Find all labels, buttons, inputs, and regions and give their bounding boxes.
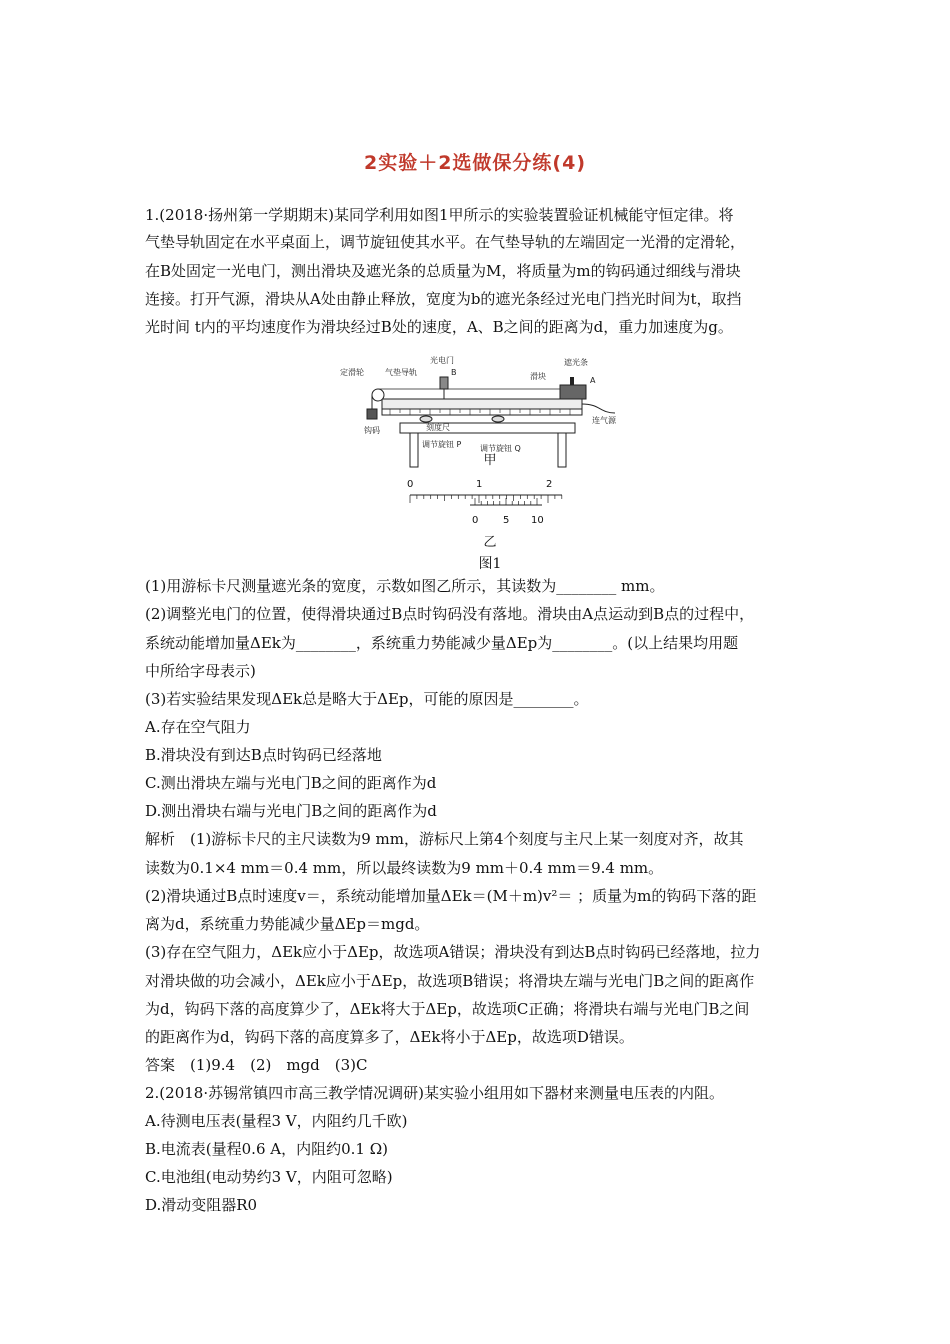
text-line: 读数为0.1×4 mm＝0.4 mm，所以最终读数为9 mm＋0.4 mm＝9.4 mm。 — [145, 859, 664, 877]
label-source: 连气源 — [592, 416, 616, 425]
text-line: B.电流表(量程0.6 A，内阻约0.1 Ω) — [145, 1140, 389, 1158]
label-strip: 遮光条 — [564, 358, 588, 367]
caption-b: 乙 — [483, 535, 497, 550]
label-weight: 钩码 — [364, 426, 380, 435]
text-line: 系统动能增加量ΔEk为________，系统重力势能减少量ΔEp为________。(以上结果均用题 — [145, 634, 739, 652]
text-line: A.待测电压表(量程3 V，内阻约几千欧) — [145, 1112, 408, 1130]
label-b: B — [451, 368, 457, 377]
text-line: 连接。打开气源，滑块从A处由静止释放，宽度为b的遮光条经过光电门挡光时间为t，取挡 — [145, 290, 742, 308]
label-pulley: 定滑轮 — [340, 368, 364, 377]
text-line: (1)用游标卡尺测量遮光条的宽度，示数如图乙所示，其读数为________ mm。 — [145, 577, 665, 595]
text-line: 的距离作为d，钩码下落的高度算多了，ΔEk将小于ΔEp，故选项D错误。 — [145, 1028, 634, 1046]
text-line: 为d，钩码下落的高度算少了，ΔEk将大于ΔEp，故选项C正确；将滑块右端与光电门B之间 — [145, 1000, 750, 1018]
label-gate: 光电门 — [430, 356, 454, 365]
text-line: (2)滑块通过B点时速度v＝，系统动能增加量ΔEk＝(M＋m)v²＝ ；质量为m的钩码下落的距 — [145, 887, 757, 905]
text-line: B.滑块没有到达B点时钩码已经落地 — [145, 746, 382, 764]
text-line: 对滑块做的功会减小，ΔEk应小于ΔEp，故选项B错误；将滑块左端与光电门B之间的距离作 — [145, 972, 755, 990]
text-line: (3)若实验结果发现ΔEk总是略大于ΔEp，可能的原因是________。 — [145, 690, 589, 708]
text-line: D.滑动变阻器R0 — [145, 1196, 258, 1214]
text-line: 解析 (1)游标卡尺的主尺读数为9 mm，游标尺上第4个刻度与主尺上某一刻度对齐，故其 — [145, 830, 744, 848]
main-tick-1: 1 — [476, 479, 483, 490]
text-line: 光时间 t内的平均速度作为滑块经过B处的速度，A、B之间的距离为d，重力加速度为g。 — [145, 318, 733, 336]
vernier-tick-5: 5 — [503, 515, 510, 526]
text-line: 离为d，系统重力势能减少量ΔEp＝mgd。 — [145, 915, 430, 933]
vernier-tick-10: 10 — [531, 515, 544, 526]
caption-a: 甲 — [483, 453, 497, 468]
text-line: 2.(2018·苏锡常镇四市高三教学情况调研)某实验小组用如下器材来测量电压表的内阻。 — [145, 1084, 724, 1102]
main-tick-0: 0 — [407, 479, 414, 490]
text-line: (3)存在空气阻力，ΔEk应小于ΔEp，故选项A错误；滑块没有到达B点时钩码已经落地，拉力 — [145, 943, 761, 961]
page-title: 2实验＋2选做保分练(4) — [363, 152, 587, 174]
vernier-caliper-diagram — [330, 475, 630, 531]
text-line: 答案 (1)9.4 (2) mgd (3)C — [145, 1056, 368, 1074]
label-a: A — [590, 376, 596, 385]
text-line: 气垫导轨固定在水平桌面上，调节旋钮使其水平。在气垫导轨的左端固定一光滑的定滑轮， — [145, 233, 746, 251]
text-line: A.存在空气阻力 — [145, 718, 251, 736]
text-line: 1.(2018·扬州第一学期期末)某同学利用如图1甲所示的实验装置验证机械能守恒定律。将 — [145, 206, 734, 224]
text-line: 中所给字母表示) — [145, 662, 256, 680]
label-knob-q: 调节旋钮 Q — [480, 444, 521, 453]
label-knob-p: 调节旋钮 P — [422, 440, 462, 449]
label-track: 气垫导轨 — [385, 368, 417, 377]
text-line: D.测出滑块右端与光电门B之间的距离作为d — [145, 802, 437, 820]
text-line: 在B处固定一光电门，测出滑块及遮光条的总质量为M，将质量为m的钩码通过细线与滑块 — [145, 262, 741, 280]
text-line: C.电池组(电动势约3 V，内阻可忽略) — [145, 1168, 393, 1186]
label-slider: 滑块 — [530, 372, 546, 381]
text-line: C.测出滑块左端与光电门B之间的距离作为d — [145, 774, 437, 792]
label-scale: 刻度尺 — [426, 423, 450, 432]
figure-caption: 图1 — [478, 556, 502, 572]
text-line: (2)调整光电门的位置，使得滑块通过B点时钩码没有落地。滑块由A点运动到B点的过程中， — [145, 605, 755, 623]
main-tick-2: 2 — [546, 479, 553, 490]
vernier-tick-0: 0 — [472, 515, 479, 526]
